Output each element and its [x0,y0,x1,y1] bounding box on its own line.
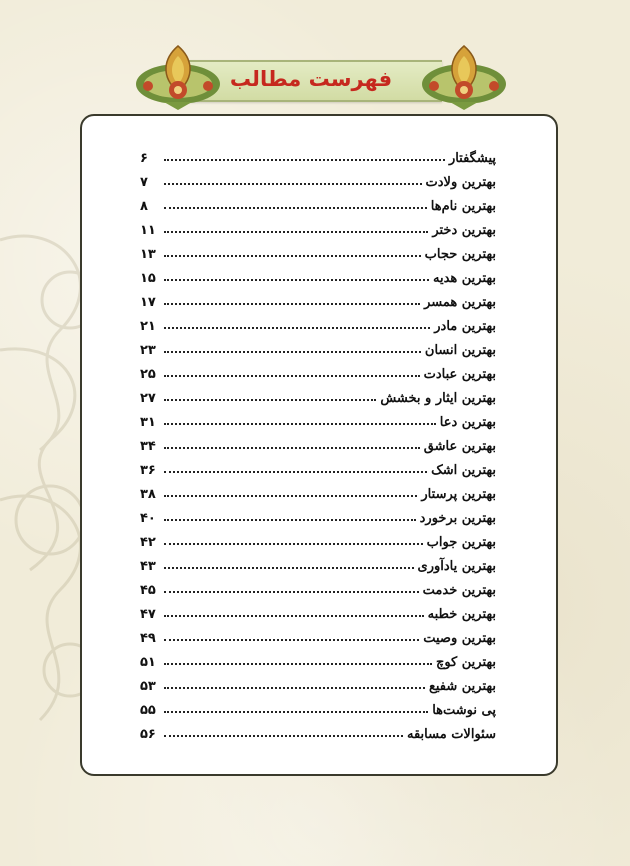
toc-leader-dots [164,351,421,353]
toc-entry[interactable] [140,286,496,310]
toc-entry[interactable] [140,574,496,598]
toc-leader-dots [164,639,419,641]
toc-entry-page: ۸ [140,199,148,214]
toc-entry-title: بهترین کوچ [435,655,496,670]
toc-entry-page: ۱۳ [140,247,156,262]
toc-entry-page: ۲۷ [140,391,156,406]
toc-leader-dots [164,543,423,545]
toc-entry[interactable] [140,166,496,190]
page-title: فهرست مطالب [229,67,393,91]
toc-entry[interactable] [140,598,496,622]
toc-entry-title: بهترین دختر [432,223,496,238]
toc-leader-dots [164,735,403,737]
toc-entry-page: ۴۹ [140,631,156,646]
toc-leader-dots [164,495,417,497]
toc-entry[interactable] [140,334,496,358]
toc-entry-page: ۲۳ [140,343,156,358]
toc-entry-title: پی نوشت‌ها [432,703,496,718]
toc-entry-title: بهترین انسان [424,343,496,358]
toc-leader-dots [164,423,436,425]
toc-entry[interactable] [140,214,496,238]
toc-entry-title: بهترین خدمت [422,583,496,598]
toc-entry-title: بهترین شفیع [428,679,496,694]
toc-entry-page: ۲۵ [140,367,156,382]
toc-entry[interactable] [140,142,496,166]
toc-entry-page: ۴۵ [140,583,156,598]
toc-entry[interactable] [140,526,496,550]
toc-entry[interactable] [140,694,496,718]
toc-entry-title: بهترین عبادت [423,367,496,382]
toc-entry[interactable] [140,238,496,262]
toc-leader-dots [164,519,416,521]
toc-entry-title: بهترین نام‌ها [430,199,496,214]
toc-leader-dots [164,159,445,161]
toc-entry[interactable] [140,478,496,502]
toc-entry-title: بهترین ایثار و بخشش [380,391,496,406]
toc-entry-page: ۴۳ [140,559,156,574]
toc-entry-title: بهترین دعا [439,415,496,430]
toc-entry-title: بهترین عاشق [423,439,496,454]
toc-entry-page: ۲۱ [140,319,156,334]
toc-entry[interactable] [140,502,496,526]
toc-entry-title: بهترین برخورد [419,511,496,526]
toc-leader-dots [164,447,420,449]
toc-leader-dots [164,327,430,329]
toc-entry-page: ۳۶ [140,463,156,478]
toc-entry-page: ۳۱ [140,415,156,430]
toc-leader-dots [164,591,419,593]
toc-entry-page: ۵۱ [140,655,156,670]
toc-leader-dots [164,207,427,209]
toc-entry-title: بهترین مادر [434,319,496,334]
toc-entry[interactable] [140,358,496,382]
toc-entry[interactable] [140,454,496,478]
toc-leader-dots [164,231,428,233]
toc-entry[interactable] [140,718,496,742]
toc-entry-title: بهترین خطبه [427,607,496,622]
toc-entry[interactable] [140,550,496,574]
toc-entry-page: ۴۰ [140,511,156,526]
toc-entry-page: ۳۴ [140,439,156,454]
toc-entry-page: ۳۸ [140,487,156,502]
toc-leader-dots [164,303,420,305]
toc-entry-page: ۵۶ [140,727,156,742]
toc-entry[interactable] [140,430,496,454]
toc-entry[interactable] [140,646,496,670]
toc-leader-dots [164,615,424,617]
toc-entry-page: ۴۲ [140,535,156,550]
toc-entry-title: بهترین ولادت [425,175,496,190]
toc-entry[interactable] [140,382,496,406]
toc-entry-title: بهترین هدیه [432,271,496,286]
toc-entry-page: ۵۳ [140,679,156,694]
toc-leader-dots [164,687,425,689]
toc-entry[interactable] [140,262,496,286]
toc-entry-title: بهترین اشک [431,463,496,478]
toc-entry-title: بهترین پرستار [421,487,496,502]
toc-leader-dots [164,567,414,569]
toc-entry-page: ۷ [140,175,148,190]
toc-entry-title: بهترین یادآوری [417,559,496,574]
toc-entry[interactable] [140,190,496,214]
toc-entry-title: بهترین حجاب [424,247,496,262]
toc-entry-page: ۱۷ [140,295,156,310]
toc-entry[interactable] [140,406,496,430]
toc-entry-title: بهترین جواب [426,535,496,550]
toc-leader-dots [164,183,422,185]
toc-leader-dots [164,375,420,377]
toc-entry-page: ۱۱ [140,223,156,238]
toc-entry-page: ۵۵ [140,703,156,718]
toc-entry-title: بهترین همسر [424,295,496,310]
toc-entry-page: ۱۵ [140,271,156,286]
toc-leader-dots [164,471,427,473]
toc-leader-dots [164,663,432,665]
toc-entry[interactable] [140,622,496,646]
toc-entry-title: پیشگفتار [448,151,496,166]
toc-leader-dots [164,399,376,401]
toc-entry[interactable] [140,310,496,334]
toc-entry-title: بهترین وصیت [423,631,496,646]
toc-entry-page: ۴۷ [140,607,156,622]
toc-leader-dots [164,279,429,281]
toc-entry-page: ۶ [140,151,148,166]
toc-leader-dots [164,711,428,713]
toc-leader-dots [164,255,421,257]
toc-entry-title: سئوالات مسابقه [406,727,496,742]
toc-entry[interactable] [140,670,496,694]
